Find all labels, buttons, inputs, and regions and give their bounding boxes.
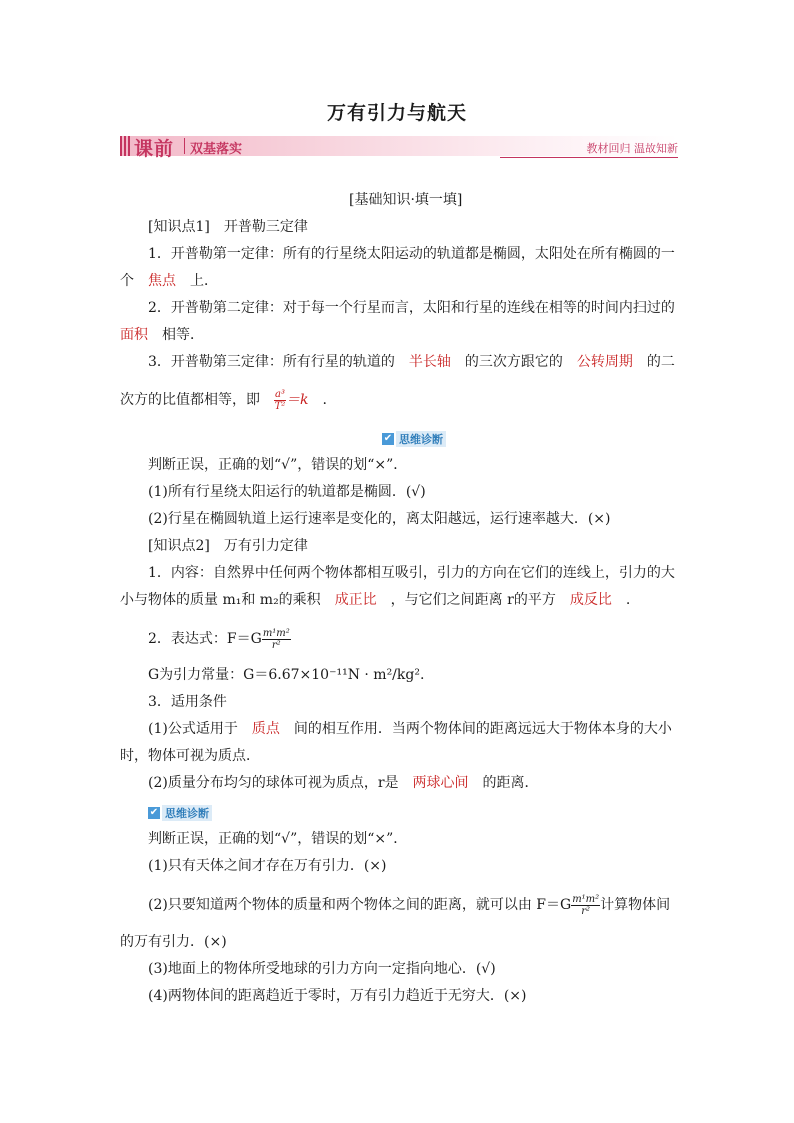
fraction-numerator: m¹m² — [572, 893, 600, 905]
text: 个 — [120, 273, 148, 289]
text: (1)公式适用于 — [148, 721, 252, 737]
fraction-numerator: a³ — [275, 388, 285, 400]
kp1-law3-a — [148, 352, 675, 372]
kp2-content-a: 1．内容：自然界中任何两个物体都相互吸引，引力的方向在它们的连线上，引力的大 — [148, 565, 675, 581]
diag1-badge — [382, 432, 446, 446]
diag2-item3: (3)地面上的物体所受地球的引力方向一定指向地心．(√) — [148, 961, 496, 977]
answer-semi-major-axis: 半长轴 — [408, 354, 451, 370]
fraction-numerator: m¹m² — [262, 627, 290, 639]
diag2-item1: (1)只有天体之间才存在万有引力．(×) — [148, 858, 387, 874]
answer-inverse: 成反比 — [569, 592, 612, 608]
text: 上． — [176, 273, 218, 289]
formula-tail: ＝k — [285, 392, 309, 408]
text: 间的相互作用．当两个物体间的距离远远大于物体本身的大小 — [279, 721, 672, 737]
kp2-content-b — [120, 590, 630, 610]
text: 次方的比值都相等，即 — [120, 392, 274, 408]
answer-point-mass: 质点 — [251, 721, 280, 737]
badge-label: 思维诊断 — [396, 431, 446, 447]
kp1-law1-b — [120, 271, 218, 291]
kp1-law2-a: 2．开普勒第二定律：对于每一个行星而言，太阳和行星的连线在相等的时间内扫过的 — [148, 300, 675, 316]
answer-proportional: 成正比 — [334, 592, 377, 608]
diag2-item2-b: 的万有引力．(×) — [120, 934, 227, 950]
fraction-denominator: T² — [274, 400, 286, 412]
page-title: 万有引力与航天 — [326, 102, 467, 124]
diag2-badge — [148, 806, 212, 820]
fraction-denominator: r² — [581, 905, 591, 917]
banner-sub: 双基落实 — [190, 142, 243, 157]
diag1-intro: 判断正误，正确的划“√”，错误的划“×”． — [148, 457, 408, 473]
section-heading: [基础知识·填一填] — [349, 192, 463, 208]
diag2-item4: (4)两物体间的距离趋近于零时，万有引力趋近于无穷大．(×) — [148, 988, 527, 1004]
banner-divider — [184, 138, 185, 154]
answer-centers: 两球心间 — [412, 775, 469, 791]
kp2-constant: G为引力常量：G＝6.67×10⁻¹¹N · m²/kg². — [148, 667, 425, 683]
text: ，与它们之间距离 r的平方 — [376, 592, 570, 608]
kp1-law2-b — [120, 325, 204, 345]
answer-orbital-period: 公转周期 — [576, 354, 633, 370]
kp2-cond2 — [148, 773, 539, 793]
kp1-heading: [知识点1] 开普勒三定律 — [148, 219, 308, 235]
formula-gravitation-inline — [571, 894, 600, 917]
banner-right: 教材回归 温故知新 — [586, 142, 678, 155]
text: 小与物体的质量 m₁和 m₂的乘积 — [120, 592, 335, 608]
banner-main: 课前 — [134, 138, 175, 160]
fraction-denominator: r² — [271, 639, 281, 651]
badge-label: 思维诊断 — [162, 805, 212, 821]
banner-stripes — [120, 136, 130, 156]
answer-focus: 焦点 — [148, 273, 176, 289]
section-banner — [120, 136, 678, 160]
diag2-intro: 判断正误，正确的划“√”，错误的划“×”． — [148, 831, 408, 847]
text: 的二 — [632, 354, 675, 370]
check-icon: ✔ — [383, 433, 393, 444]
kp1-law3-b — [120, 388, 327, 412]
text: . — [308, 392, 327, 408]
check-icon: ✔ — [149, 807, 159, 818]
kp1-law1-a: 1．开普勒第一定律：所有的行星绕太阳运动的轨道都是椭圆，太阳处在所有椭圆的一 — [148, 246, 675, 262]
formula-kepler3 — [274, 389, 286, 412]
answer-area: 面积 — [120, 327, 148, 343]
text: (2)质量分布均匀的球体可视为质点，r是 — [148, 775, 413, 791]
diag1-item2: (2)行星在椭圆轨道上运行速率是变化的，离太阳越远，运行速率越大．(×) — [148, 511, 611, 527]
formula-gravitation — [262, 628, 291, 651]
text: 3．开普勒第三定律：所有行星的轨道的 — [148, 354, 409, 370]
text: 2．表达式：F＝G — [148, 631, 262, 647]
kp2-cond1-a — [148, 719, 672, 739]
text: 的距离． — [468, 775, 539, 791]
kp2-cond-heading: 3．适用条件 — [148, 694, 227, 710]
text: 相等． — [148, 327, 204, 343]
text: 的三次方跟它的 — [450, 354, 577, 370]
kp2-cond1-b: 时，物体可视为质点． — [120, 748, 260, 764]
text: . — [611, 592, 631, 608]
diag1-item1: (1)所有行星绕太阳运行的轨道都是椭圆．(√) — [148, 484, 426, 500]
kp2-expression — [148, 626, 291, 652]
banner-underline — [500, 157, 678, 158]
text: (2)只要知道两个物体的质量和两个物体之间的距离，就可以由 F＝G — [148, 897, 572, 913]
kp2-heading: [知识点2] 万有引力定律 — [148, 538, 308, 554]
diag2-item2-a — [148, 892, 670, 918]
text: 计算物体间 — [600, 897, 671, 913]
